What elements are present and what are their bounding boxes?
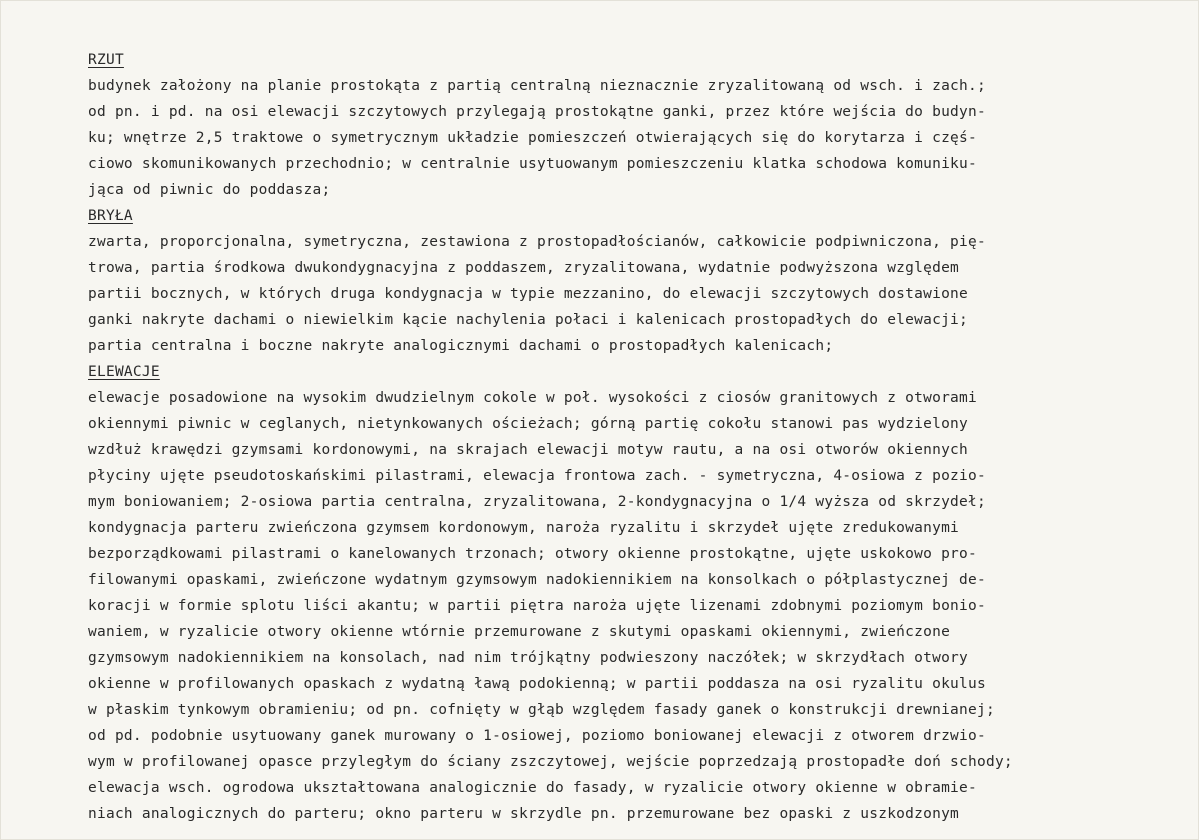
text-line: mym boniowaniem; 2-osiowa partia centralna, zryzalitowana, 2-kondygnacyjna o 1/4 wyższa od skrzydeł; (88, 494, 986, 510)
heading-rzut: RZUT (88, 52, 124, 68)
text-line: w płaskim tynkowym obramieniu; od pn. cofnięty w głąb względem fasady ganek o konstrukcji drewnianej; (88, 702, 995, 718)
text-line: kondygnacja parteru zwieńczona gzymsem kordonowym, naroża ryzalitu i skrzydeł ujęte zredukowanymi (88, 520, 960, 536)
text-line: trowa, partia środkowa dwukondygnacyjna z poddaszem, zryzalitowana, wydatnie podwyższona względem (88, 260, 960, 276)
text-line: od pd. podobnie usytuowany ganek murowany o 1-osiowej, poziomo boniowanej elewacji z otworem drzwio- (88, 728, 986, 744)
text-line: wym w profilowanej opasce przyległym do ściany zszczytowej, wejście poprzedzają prostopadłe doń schody; (88, 754, 1013, 770)
text-line: koracji w formie splotu liści akantu; w partii piętra naroża ujęte lizenami zdobnymi poziomym bonio- (88, 598, 986, 614)
text-line: jąca od piwnic do poddasza; (88, 182, 331, 198)
text-line: partii bocznych, w których druga kondygnacja w typie mezzanino, do elewacji szczytowych dostawione (88, 286, 969, 302)
text-line: ganki nakryte dachami o niewielkim kącie nachylenia połaci i kalenicach prostopadłych do elewacji; (88, 312, 969, 328)
section-heading-bryla (88, 203, 1188, 229)
section-heading-elewacje (88, 359, 1188, 385)
text-line: partia centralna i boczne nakryte analogicznymi dachami o prostopadłych kalenicach; (88, 338, 834, 354)
text-line: gzymsowym nadokiennikiem na konsolach, nad nim trójkątny podwieszony naczółek; w skrzydłach otwory (88, 650, 969, 666)
text-line: okiennymi piwnic w ceglanych, nietynkowanych ościeżach; górną partię cokołu stanowi pas wydzielony (88, 416, 969, 432)
text-line: okienne w profilowanych opaskach z wydatną ławą podokienną; w partii poddasza na osi ryzalitu okulus (88, 676, 986, 692)
text-line: elewacja wsch. ogrodowa ukształtowana analogicznie do fasady, w ryzalicie otwory okienne w obramie- (88, 780, 977, 796)
text-line: płyciny ujęte pseudotoskańskimi pilastrami, elewacja frontowa zach. - symetryczna, 4-osiowa z pozio- (88, 468, 986, 484)
text-line: zwarta, proporcjonalna, symetryczna, zestawiona z prostopadłościanów, całkowicie podpiwniczona, pię- (88, 234, 986, 250)
text-line: ciowo skomunikowanych przechodnio; w centralnie usytuowanym pomieszczeniu klatka schodowa komuniku- (88, 156, 977, 172)
text-line: wzdłuż krawędzi gzymsami kordonowymi, na skrajach elewacji motyw rautu, a na osi otworów okiennych (88, 442, 969, 458)
text-line: elewacje posadowione na wysokim dwudzielnym cokole w poł. wysokości z ciosów granitowych z otworami (88, 390, 977, 406)
section-heading-rzut (88, 47, 1188, 73)
text-line: bezporządkowami pilastrami o kanelowanych trzonach; otwory okienne prostokątne, ujęte uskokowo pro- (88, 546, 977, 562)
heading-bryla: BRYŁA (88, 208, 133, 224)
heading-elewacje: ELEWACJE (88, 364, 160, 380)
document-text (88, 47, 1188, 827)
text-line: od pn. i pd. na osi elewacji szczytowych przylegają prostokątne ganki, przez które wejścia do budyn- (88, 104, 986, 120)
text-line: niach analogicznych do parteru; okno parteru w skrzydle pn. przemurowane bez opaski z uszkodzonym (88, 806, 960, 822)
text-line: filowanymi opaskami, zwieńczone wydatnym gzymsowym nadokiennikiem na konsolkach o półplastycznej de- (88, 572, 986, 588)
text-line: ku; wnętrze 2,5 traktowe o symetrycznym układzie pomieszczeń otwierających się do korytarza i częś- (88, 130, 977, 146)
text-line: waniem, w ryzalicie otwory okienne wtórnie przemurowane z skutymi opaskami okiennymi, zwieńczone (88, 624, 951, 640)
text-line: budynek założony na planie prostokąta z partią centralną nieznacznie zryzalitowaną od wsch. i zach.; (88, 78, 986, 94)
